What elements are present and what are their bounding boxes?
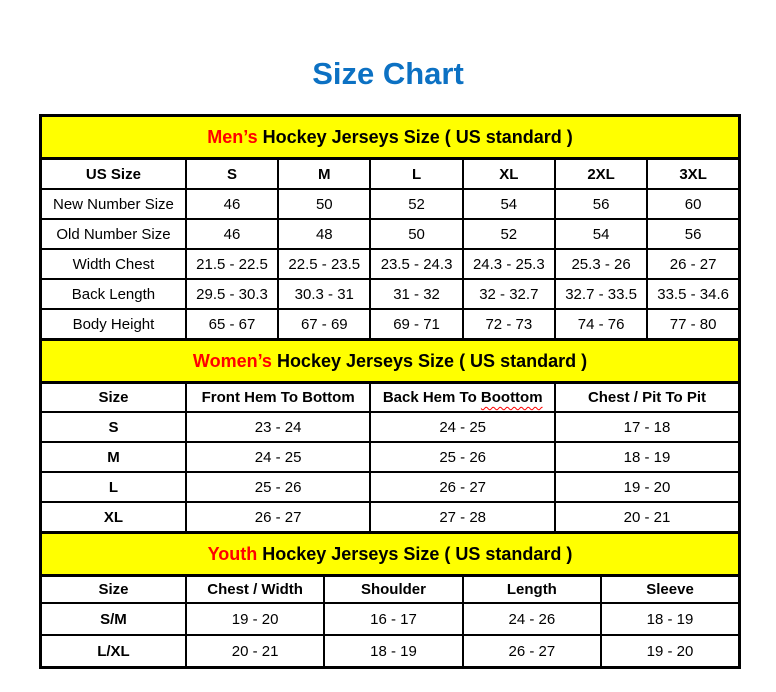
size-value: 32.7 - 33.5 <box>555 279 647 309</box>
row-label: S <box>41 412 186 442</box>
row-label: XL <box>41 502 186 533</box>
column-header: 3XL <box>647 159 739 190</box>
size-value: 56 <box>647 219 739 249</box>
size-value: 26 - 27 <box>186 502 371 533</box>
womens-section-row <box>41 340 740 383</box>
column-header: L <box>370 159 462 190</box>
column-header: Length <box>463 576 601 604</box>
size-value: 54 <box>555 219 647 249</box>
size-value: 23 - 24 <box>186 412 371 442</box>
mens-size-table <box>39 114 741 341</box>
mens-header-row <box>41 159 740 190</box>
size-value: 24.3 - 25.3 <box>463 249 555 279</box>
size-value: 18 - 19 <box>601 603 739 635</box>
size-value: 24 - 25 <box>370 412 555 442</box>
womens-header-row <box>41 383 740 413</box>
size-value: 29.5 - 30.3 <box>186 279 278 309</box>
column-header: M <box>278 159 370 190</box>
womens-heading-rest: Hockey Jerseys Size ( US standard ) <box>271 350 588 371</box>
size-value: 20 - 21 <box>186 635 324 668</box>
size-value: 16 - 17 <box>324 603 462 635</box>
row-label: Body Height <box>41 309 186 340</box>
size-value: 60 <box>647 189 739 219</box>
column-header: Size <box>41 383 186 413</box>
table-row <box>41 249 740 279</box>
size-value: 52 <box>370 189 462 219</box>
size-value: 19 - 20 <box>601 635 739 668</box>
size-chart-tables <box>39 114 741 669</box>
column-header: Shoulder <box>324 576 462 604</box>
size-value: 67 - 69 <box>278 309 370 340</box>
youth-size-table <box>39 531 741 669</box>
row-label: Width Chest <box>41 249 186 279</box>
table-row <box>41 219 740 249</box>
page-title: Size Chart <box>312 56 464 91</box>
youth-heading-rest: Hockey Jerseys Size ( US standard ) <box>257 543 573 564</box>
column-header: XL <box>463 159 555 190</box>
womens-size-table <box>39 338 741 534</box>
table-row <box>41 603 740 635</box>
size-value: 26 - 27 <box>370 472 555 502</box>
column-header: Chest / Pit To Pit <box>555 383 740 413</box>
youth-heading-highlight: Youth <box>207 543 258 564</box>
size-value: 30.3 - 31 <box>278 279 370 309</box>
table-row <box>41 412 740 442</box>
size-value: 20 - 21 <box>555 502 740 533</box>
size-value: 31 - 32 <box>370 279 462 309</box>
table-row <box>41 502 740 533</box>
size-value: 48 <box>278 219 370 249</box>
womens-section-heading <box>41 340 740 383</box>
size-value: 33.5 - 34.6 <box>647 279 739 309</box>
row-label: M <box>41 442 186 472</box>
size-value: 22.5 - 23.5 <box>278 249 370 279</box>
table-row <box>41 472 740 502</box>
column-header <box>370 383 555 413</box>
column-header: Sleeve <box>601 576 739 604</box>
table-row <box>41 442 740 472</box>
size-value: 19 - 20 <box>555 472 740 502</box>
size-value: 56 <box>555 189 647 219</box>
size-value: 46 <box>186 219 278 249</box>
row-label: L/XL <box>41 635 186 668</box>
mens-heading-highlight: Men’s <box>207 126 258 147</box>
column-header: Front Hem To Bottom <box>186 383 371 413</box>
size-value: 19 - 20 <box>186 603 324 635</box>
table-row <box>41 635 740 668</box>
womens-heading-highlight: Women’s <box>192 350 272 371</box>
mens-section-heading <box>41 116 740 159</box>
table-row <box>41 189 740 219</box>
table-row <box>41 309 740 340</box>
size-value: 26 - 27 <box>463 635 601 668</box>
size-value: 23.5 - 24.3 <box>370 249 462 279</box>
size-value: 21.5 - 22.5 <box>186 249 278 279</box>
column-header: 2XL <box>555 159 647 190</box>
column-header: US Size <box>41 159 186 190</box>
size-value: 18 - 19 <box>555 442 740 472</box>
size-value: 17 - 18 <box>555 412 740 442</box>
youth-header-row <box>41 576 740 604</box>
column-header-text: Back Hem To <box>382 389 481 406</box>
misspelled-word: Boottom <box>480 389 543 406</box>
size-value: 74 - 76 <box>555 309 647 340</box>
row-label: Old Number Size <box>41 219 186 249</box>
size-value: 25 - 26 <box>186 472 371 502</box>
row-label: New Number Size <box>41 189 186 219</box>
size-value: 24 - 25 <box>186 442 371 472</box>
mens-section-row <box>41 116 740 159</box>
size-value: 72 - 73 <box>463 309 555 340</box>
row-label: S/M <box>41 603 186 635</box>
size-value: 26 - 27 <box>647 249 739 279</box>
size-value: 50 <box>278 189 370 219</box>
column-header: S <box>186 159 278 190</box>
size-value: 69 - 71 <box>370 309 462 340</box>
size-value: 25 - 26 <box>370 442 555 472</box>
size-value: 18 - 19 <box>324 635 462 668</box>
youth-section-row <box>41 533 740 576</box>
size-value: 65 - 67 <box>186 309 278 340</box>
mens-heading-rest: Hockey Jerseys Size ( US standard ) <box>257 126 573 147</box>
size-value: 52 <box>463 219 555 249</box>
size-value: 50 <box>370 219 462 249</box>
size-value: 25.3 - 26 <box>555 249 647 279</box>
column-header: Chest / Width <box>186 576 324 604</box>
size-value: 27 - 28 <box>370 502 555 533</box>
size-value: 32 - 32.7 <box>463 279 555 309</box>
table-row <box>41 279 740 309</box>
row-label: L <box>41 472 186 502</box>
size-value: 46 <box>186 189 278 219</box>
size-value: 54 <box>463 189 555 219</box>
size-value: 24 - 26 <box>463 603 601 635</box>
column-header: Size <box>41 576 186 604</box>
size-value: 77 - 80 <box>647 309 739 340</box>
row-label: Back Length <box>41 279 186 309</box>
youth-section-heading <box>41 533 740 576</box>
